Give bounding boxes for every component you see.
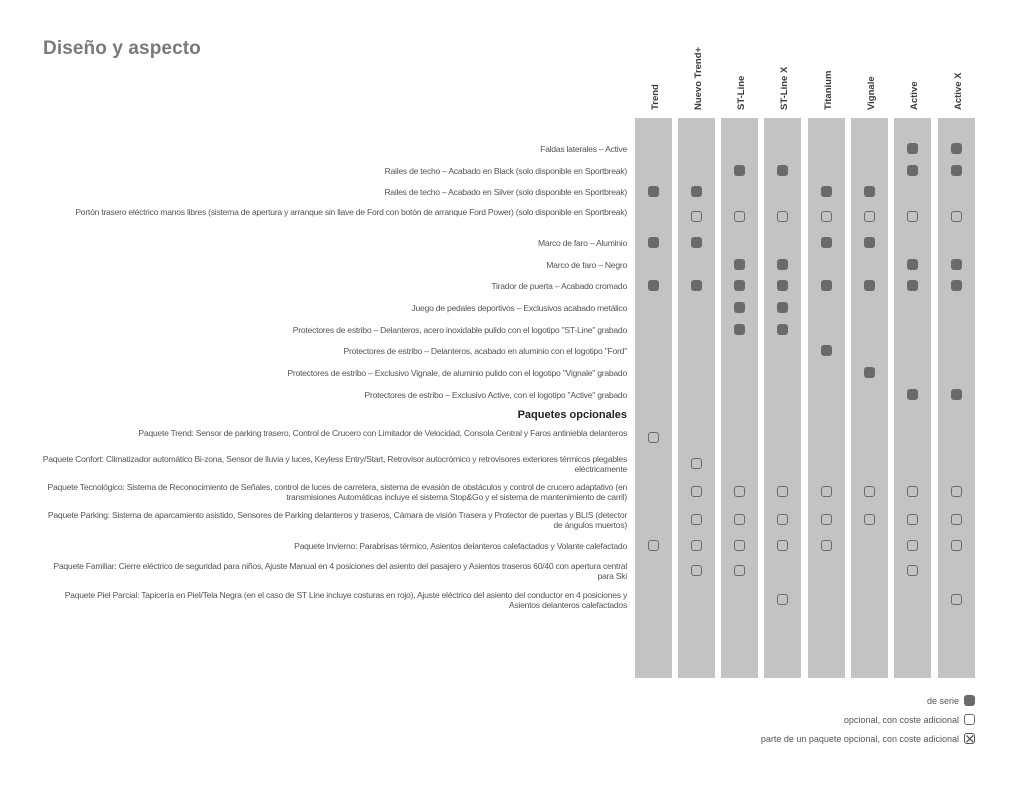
optional-marker-icon	[951, 211, 962, 222]
optional-marker-icon	[777, 486, 788, 497]
row-label: Faldas laterales – Active	[540, 144, 627, 154]
optional-marker-icon	[821, 514, 832, 525]
standard-marker-icon	[734, 165, 745, 176]
legend-optional	[844, 714, 975, 725]
optional-marker-icon	[691, 565, 702, 576]
optional-marker-icon	[691, 540, 702, 551]
row-label: Paquete Invierno: Parabrisas térmico, Asientos delanteros calefactados y Volante calefactado	[294, 541, 627, 551]
row-label: Paquete Parking: Sistema de aparcamiento asistido, Sensores de Parking delanteros y traseros, Cámara de visión Trasera y Protector de puertas y BLIS (detector de ángulos muertos)	[47, 510, 627, 530]
row-label: Railes de techo – Acabado en Black (solo disponible en Sportbreak)	[384, 166, 627, 176]
optional-marker-icon	[691, 514, 702, 525]
column-bg-2	[721, 118, 758, 678]
legend-package	[761, 733, 975, 744]
column-header	[764, 50, 801, 112]
optional-marker-icon	[691, 211, 702, 222]
column-header	[678, 46, 715, 112]
row-label: Tirador de puerta – Acabado cromado	[491, 281, 627, 291]
optional-marker-icon	[648, 540, 659, 551]
standard-marker-icon	[734, 280, 745, 291]
column-bg-5	[851, 118, 888, 678]
column-header-label: Active	[908, 81, 920, 110]
standard-marker-icon	[777, 324, 788, 335]
row-label: Portón trasero eléctrico manos libres (sistema de apertura y arranque sin llave de Ford con botón de arranque Ford Power) (solo disponible en Sportbreak)	[75, 207, 627, 217]
optional-marker-icon	[951, 486, 962, 497]
column-header-label: Vignale	[865, 76, 877, 110]
column-header	[894, 50, 931, 112]
optional-marker-icon	[951, 514, 962, 525]
optional-marker-icon	[777, 211, 788, 222]
standard-marker-icon	[907, 143, 918, 154]
column-header	[721, 50, 758, 112]
optional-marker-icon	[907, 565, 918, 576]
column-header	[808, 50, 845, 112]
row-label: Juego de pedales deportivos – Exclusivos acabado metálico	[411, 303, 627, 313]
legend-standard	[927, 695, 975, 706]
row-label: Paquete Confort: Climatizador automático Bi-zona, Sensor de lluvia y luces, Keyless Entry/Start, Retrovisor autocrómico y retrovisores exteriores térmicos plegables eléctricamente	[42, 454, 627, 474]
column-header-label: ST-Line	[735, 75, 747, 110]
standard-marker-icon	[951, 280, 962, 291]
legend-standard-label: de serie	[926, 695, 959, 706]
standard-marker-icon	[821, 186, 832, 197]
column-header	[938, 50, 975, 112]
optional-marker-icon	[734, 211, 745, 222]
standard-marker-icon	[951, 165, 962, 176]
optional-marker-icon	[864, 514, 875, 525]
optional-marker-icon	[864, 486, 875, 497]
optional-marker-icon	[734, 486, 745, 497]
optional-marker-icon	[777, 594, 788, 605]
standard-marker-icon	[777, 302, 788, 313]
row-label: Protectores de estribo – Delanteros, acabado en aluminio con el logotipo "Ford"	[343, 346, 627, 356]
package-marker-icon	[964, 733, 975, 744]
standard-marker-icon	[907, 280, 918, 291]
standard-marker-icon	[907, 165, 918, 176]
optional-marker-icon	[907, 211, 918, 222]
legend-optional-label: opcional, con coste adicional	[843, 714, 959, 725]
optional-marker-icon	[691, 486, 702, 497]
standard-marker-icon	[691, 237, 702, 248]
row-label: Marco de faro – Aluminio	[537, 238, 627, 248]
optional-marker-icon	[821, 540, 832, 551]
optional-marker-icon	[777, 514, 788, 525]
row-label: Protectores de estribo – Delanteros, acero inoxidable pulido con el logotipo "ST-Line" grabado	[292, 325, 627, 335]
standard-marker-icon	[821, 280, 832, 291]
optional-marker-icon	[907, 540, 918, 551]
column-header-label: Trend	[649, 84, 661, 110]
column-header	[851, 50, 888, 112]
column-header-label: Active X	[952, 72, 964, 110]
standard-marker-icon	[777, 280, 788, 291]
standard-marker-icon	[821, 237, 832, 248]
standard-marker-icon	[964, 695, 975, 706]
column-header-label: ST-Line X	[778, 66, 790, 110]
optional-marker-icon	[734, 514, 745, 525]
standard-marker-icon	[777, 259, 788, 270]
optional-marker-icon	[734, 565, 745, 576]
standard-marker-icon	[734, 324, 745, 335]
optional-marker-icon	[821, 486, 832, 497]
standard-marker-icon	[691, 186, 702, 197]
optional-marker-icon	[964, 714, 975, 725]
legend-package-label: parte de un paquete opcional, con coste adicional	[760, 733, 959, 744]
standard-marker-icon	[777, 165, 788, 176]
optional-marker-icon	[821, 211, 832, 222]
standard-marker-icon	[864, 237, 875, 248]
row-label: Marco de faro – Negro	[546, 260, 627, 270]
standard-marker-icon	[951, 259, 962, 270]
standard-marker-icon	[951, 143, 962, 154]
standard-marker-icon	[907, 259, 918, 270]
standard-marker-icon	[648, 280, 659, 291]
column-bg-1	[678, 118, 715, 678]
row-label: Protectores de estribo – Exclusivo Vignale, de aluminio pulido con el logotipo "Vignale" grabado	[287, 368, 627, 378]
optional-marker-icon	[951, 594, 962, 605]
standard-marker-icon	[734, 259, 745, 270]
standard-marker-icon	[951, 389, 962, 400]
standard-marker-icon	[691, 280, 702, 291]
optional-marker-icon	[907, 486, 918, 497]
optional-marker-icon	[648, 432, 659, 443]
optional-marker-icon	[951, 540, 962, 551]
row-label: Paquete Piel Parcial: Tapicería en Piel/Tela Negra (en el caso de ST Line incluye costuras en rojo), Ajuste eléctrico del asiento del conductor en 4 posiciones y Asientos delanteros calefactados	[64, 590, 627, 610]
optional-marker-icon	[734, 540, 745, 551]
optional-marker-icon	[777, 540, 788, 551]
standard-marker-icon	[864, 280, 875, 291]
column-header-label: Nuevo Trend+	[692, 46, 704, 110]
standard-marker-icon	[907, 389, 918, 400]
section-heading-optional: Paquetes opcionales	[517, 409, 627, 421]
row-label: Protectores de estribo – Exclusivo Active, con el logotipo "Active" grabado	[364, 390, 627, 400]
standard-marker-icon	[648, 186, 659, 197]
row-label: Railes de techo – Acabado en Silver (solo disponible en Sportbreak)	[384, 187, 627, 197]
page-title: Diseño y aspecto	[43, 38, 201, 59]
standard-marker-icon	[864, 367, 875, 378]
standard-marker-icon	[734, 302, 745, 313]
standard-marker-icon	[648, 237, 659, 248]
standard-marker-icon	[821, 345, 832, 356]
optional-marker-icon	[907, 514, 918, 525]
column-header	[635, 50, 672, 112]
column-header-label: Titanium	[822, 70, 834, 110]
column-bg-0	[635, 118, 672, 678]
column-bg-4	[808, 118, 845, 678]
row-label: Paquete Trend: Sensor de parking trasero, Control de Crucero con Limitador de Velocidad, Consola Central y Faros antiniebla delanteros	[138, 428, 627, 438]
row-label: Paquete Tecnológico: Sistema de Reconocimiento de Señales, control de luces de carretera, sistema de evasión de obstáculos y control de crucero adaptativo (en transmisiones Automáticas incluye el sistema Stop&Go y el sistema de mantenimiento de carril)	[47, 482, 627, 502]
standard-marker-icon	[864, 186, 875, 197]
optional-marker-icon	[691, 458, 702, 469]
row-label: Paquete Familiar: Cierre eléctrico de seguridad para niños, Ajuste Manual en 4 posiciones del asiento del pasajero y Asientos traseros 60/40 con apertura central para Ski	[53, 561, 627, 581]
optional-marker-icon	[864, 211, 875, 222]
